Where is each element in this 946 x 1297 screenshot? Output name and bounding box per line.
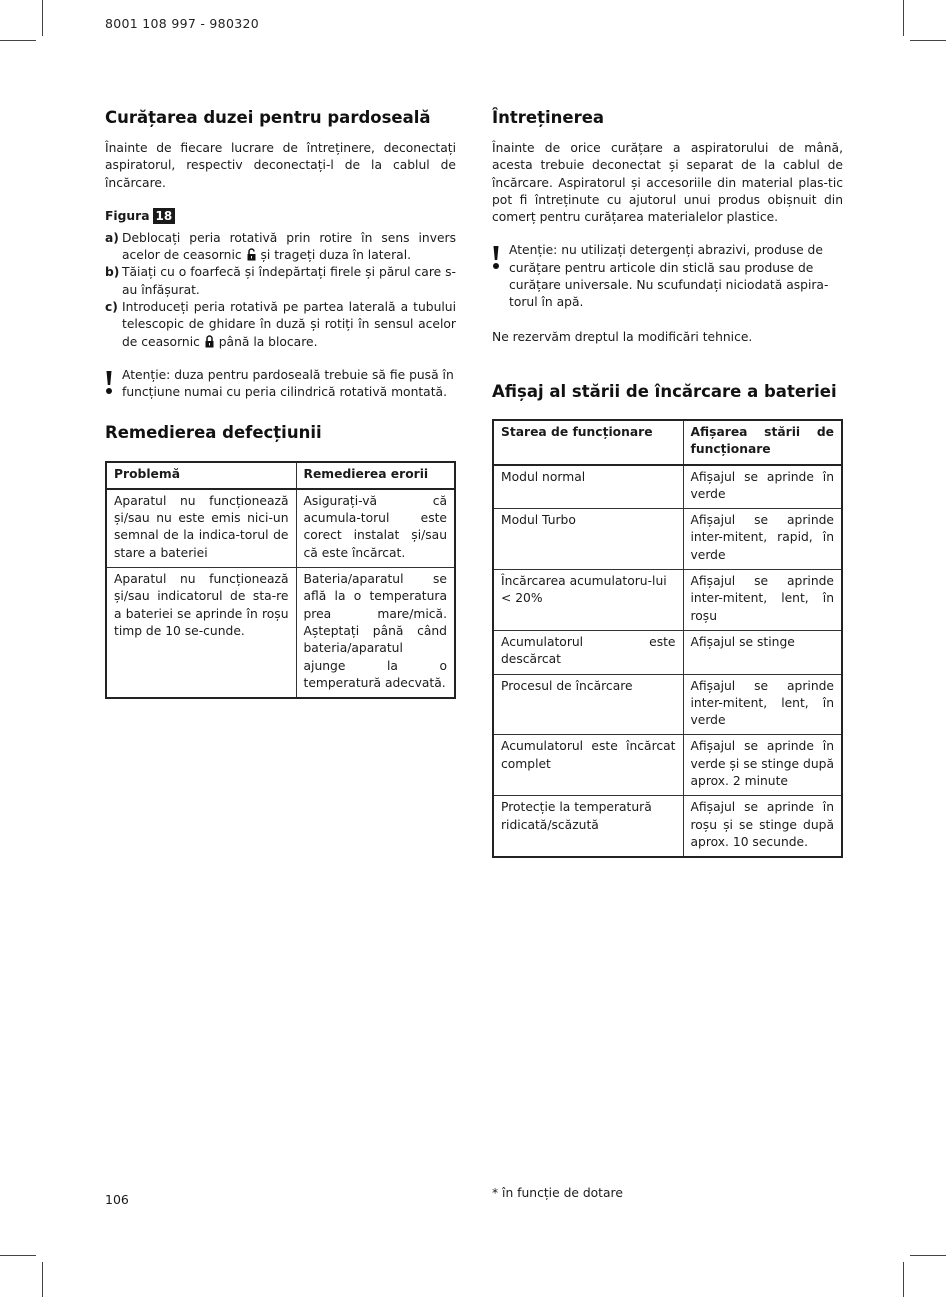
step-text: Introduceți peria rotativă pe partea laterală a tubului telescopic de ghidare în duză și rotiți în sensul acelor de ceasornic: [122, 300, 456, 349]
battery-status-table: [492, 419, 843, 858]
right-column: [492, 100, 843, 858]
crop-mark: [910, 40, 946, 41]
maintenance-heading: Întreținerea: [492, 108, 605, 127]
technical-changes-note: Ne rezervăm dreptul la modificări tehnice.: [492, 329, 753, 344]
problem-cell: Aparatul nu funcționează și/sau nu este emis nici-un semnal de la indica-torul de stare a bateriei: [106, 489, 296, 568]
floor-nozzle-intro: Înainte de fiecare lucrare de întreținere, deconectați aspiratorul, respectiv deconectați-l de la cablul de încărcare.: [105, 141, 456, 190]
step-marker: a): [105, 230, 119, 245]
floor-nozzle-heading: Curățarea duzei pentru pardoseală: [105, 108, 431, 127]
table-header-row: [493, 420, 842, 465]
table-row: [493, 630, 842, 674]
step-marker: b): [105, 265, 120, 280]
unlock-icon: [247, 248, 256, 261]
column-header-operating-state: Starea de funcționare: [493, 420, 683, 465]
crop-mark: [42, 0, 43, 36]
crop-mark: [903, 0, 904, 36]
problem-cell: Aparatul nu funcționează și/sau indicatorul de sta-re a bateriei se aprinde în roșu timp de 10 se-cunde.: [106, 568, 296, 699]
page-number: 106: [105, 1192, 129, 1207]
table-row: [493, 735, 842, 796]
display-cell: Afișajul se aprinde în verde: [683, 465, 842, 509]
state-cell: Acumulatorul este descărcat: [493, 630, 683, 674]
warning-icon: [105, 367, 122, 402]
cleaning-steps: [105, 230, 456, 351]
troubleshooting-heading: Remedierea defecțiunii: [105, 422, 322, 442]
state-cell: Încărcarea acumulatoru-lui < 20%: [493, 570, 683, 631]
display-cell: Afișajul se aprinde inter-mitent, lent, în verde: [683, 674, 842, 735]
troubleshooting-table: [105, 461, 456, 700]
state-cell: Modul normal: [493, 465, 683, 509]
remedy-cell: Asigurați-vă că acumula-torul este corect instalat și/sau că este încărcat.: [296, 489, 455, 568]
step-item: [105, 264, 456, 299]
table-header-row: [106, 462, 455, 489]
step-item: [105, 299, 456, 351]
step-text: Deblocați peria rotativă prin rotire în sens invers acelor de ceasornic: [122, 230, 456, 263]
document-number: 8001 108 997 - 980320: [105, 16, 259, 31]
crop-mark: [42, 1262, 43, 1297]
display-cell: Afișajul se aprinde în verde și se stinge după aprox. 2 minute: [683, 735, 842, 796]
crop-mark: [910, 1255, 946, 1256]
table-row: [106, 568, 455, 699]
column-header-status-display: Afișarea stării de funcționare: [683, 420, 842, 465]
warning-text: Atenție: nu utilizați detergenți abrazivi, produse de curățare pentru articole din sticlă sau produse de curățare universale. Nu scufundați niciodată aspira-torul în apă.: [509, 243, 829, 310]
figure-reference: [105, 208, 456, 224]
display-cell: Afișajul se aprinde inter-mitent, lent, în roșu: [683, 570, 842, 631]
step-marker: c): [105, 300, 118, 315]
battery-display-heading: Afișaj al stării de încărcare a bateriei: [492, 381, 837, 401]
step-item: [105, 230, 456, 265]
floor-nozzle-warning: [105, 367, 456, 402]
crop-mark: [0, 40, 36, 41]
table-row: [493, 674, 842, 735]
column-header-remedy: Remedierea erorii: [296, 462, 455, 489]
step-text: și trageți duza în lateral.: [260, 248, 412, 263]
state-cell: Acumulatorul este încărcat complet: [493, 735, 683, 796]
crop-mark: [903, 1262, 904, 1297]
warning-text: Atenție: duza pentru pardoseală trebuie să fie pusă în funcțiune numai cu peria cilindrică rotativă montată.: [122, 367, 454, 400]
table-row: [493, 465, 842, 509]
step-text: Tăiați cu o foarfecă și îndepărtați firele și părul care s-au înfășurat.: [122, 265, 456, 297]
lock-icon: [205, 335, 214, 348]
step-text: până la blocare.: [218, 334, 318, 349]
state-cell: Procesul de încărcare: [493, 674, 683, 735]
display-cell: Afișajul se aprinde inter-mitent, rapid, în verde: [683, 509, 842, 570]
footnote: * în funcție de dotare: [492, 1186, 623, 1200]
table-row: [493, 509, 842, 570]
column-header-problem: Problemă: [106, 462, 296, 489]
maintenance-warning: [492, 242, 843, 311]
warning-icon: [492, 242, 509, 311]
figure-number-badge: 18: [153, 208, 176, 224]
table-row: [106, 489, 455, 568]
left-column: [105, 100, 456, 699]
maintenance-intro: Înainte de orice curățare a aspiratorului de mână, acesta trebuie deconectat și separat de la cablul de încărcare. Aspiratorul și accesoriile din material plas-tic pot fi întreținute cu ajutorul unui produs obișnuit din comerț pentru curățarea materialelor plastice.: [492, 141, 843, 225]
display-cell: Afișajul se stinge: [683, 630, 842, 674]
state-cell: Protecție la temperatură ridicată/scăzută: [493, 796, 683, 857]
crop-mark: [0, 1255, 36, 1256]
state-cell: Modul Turbo: [493, 509, 683, 570]
table-row: [493, 570, 842, 631]
remedy-cell: Bateria/aparatul se află la o temperatura prea mare/mică. Așteptați până când bateria/aparatul ajunge la o temperatură adecvată.: [296, 568, 455, 699]
display-cell: Afișajul se aprinde în roșu și se stinge după aprox. 10 secunde.: [683, 796, 842, 857]
figure-label: Figura: [105, 208, 150, 223]
table-row: [493, 796, 842, 857]
